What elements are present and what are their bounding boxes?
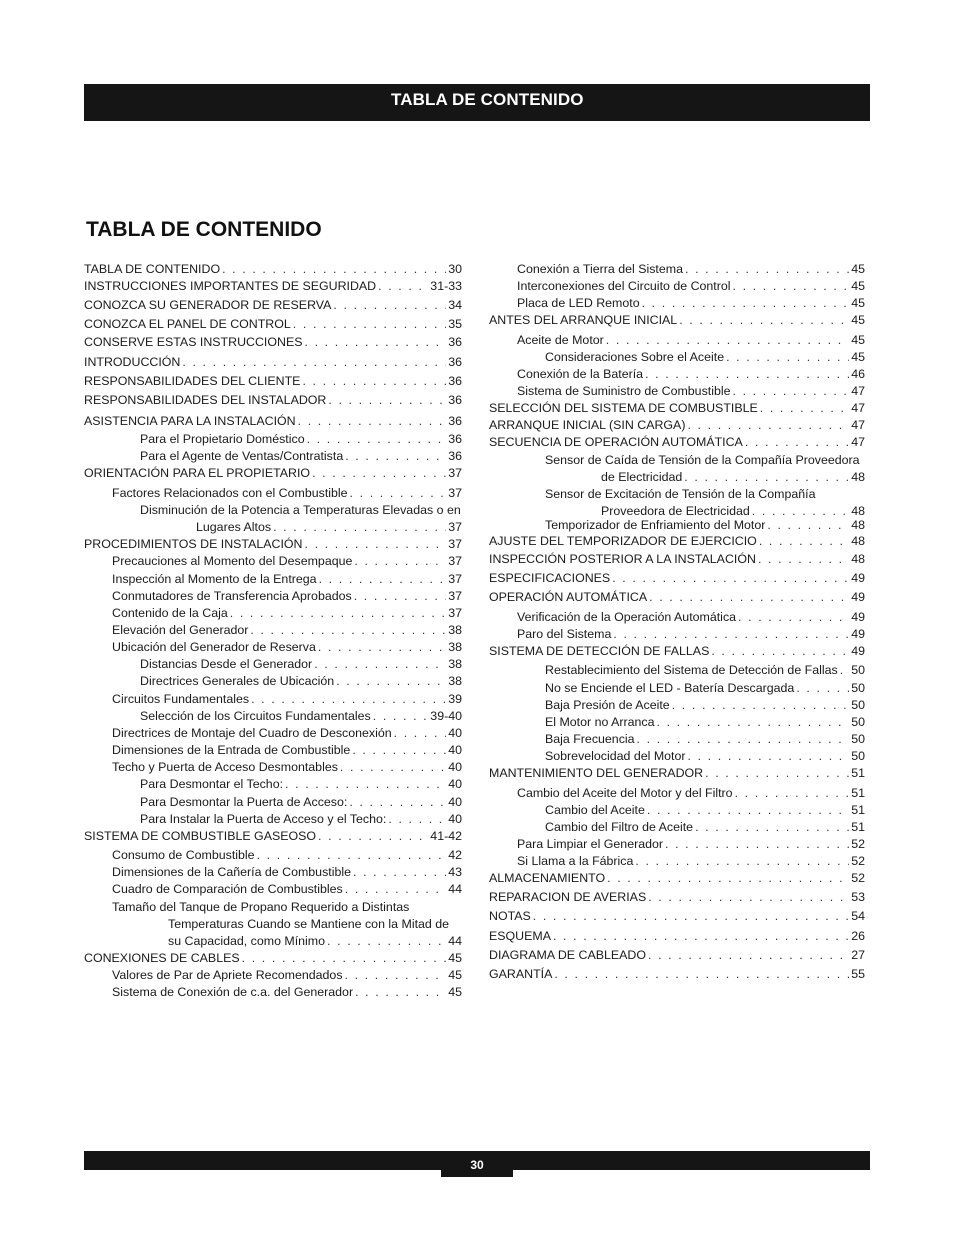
toc-entry[interactable]: CONSERVE ESTAS INSTRUCCIONES . . . 36 [84,335,462,350]
toc-entry[interactable]: TABLA DE CONTENIDO . . . 30 [84,262,462,277]
toc-entry[interactable]: MANTENIMIENTO DEL GENERADOR . . . 51 [489,766,865,781]
toc-entry[interactable]: Cambio del Filtro de Aceite . . . 51 [489,820,865,835]
toc-entry[interactable]: NOTAS . . . 54 [489,909,865,924]
toc-entry[interactable]: ESPECIFICACIONES . . . 49 [489,571,865,586]
toc-entry[interactable]: Temporizador de Enfriamiento del Motor . . . 48 [489,518,865,533]
toc-entry[interactable]: Restablecimiento del Sistema de Detección de Fallas . . . 50 [489,663,865,678]
toc-entry[interactable]: Techo y Puerta de Acceso Desmontables . . . 40 [84,760,462,775]
toc-entry[interactable]: Consumo de Combustible . . . 42 [84,848,462,863]
toc-entry[interactable]: SISTEMA DE COMBUSTIBLE GASEOSO . . . 41-42 [84,829,462,844]
toc-entry[interactable]: ANTES DEL ARRANQUE INICIAL . . . 45 [489,313,865,328]
header-bar [84,84,870,121]
toc-entry[interactable]: Conexión de la Batería . . . 46 [489,367,865,382]
toc-entry[interactable]: Para Instalar la Puerta de Acceso y el Techo: . . . 40 [84,812,462,827]
toc-entry-line1[interactable]: Sensor de Caída de Tensión de la Compañía Proveedora [545,453,860,467]
toc-entry[interactable]: Paro del Sistema . . . 49 [489,627,865,642]
toc-entry[interactable]: Sistema de Conexión de c.a. del Generador . . . 45 [84,985,462,1000]
toc-entry[interactable]: CONEXIONES DE CABLES . . . 45 [84,951,462,966]
toc-entry[interactable]: INSTRUCCIONES IMPORTANTES DE SEGURIDAD . . . 31-33 [84,279,462,294]
toc-entry[interactable]: Placa de LED Remoto . . . 45 [489,296,865,311]
toc-entry[interactable]: ORIENTACIÓN PARA EL PROPIETARIO . . . 37 [84,466,462,481]
toc-entry[interactable]: Lugares Altos . . . 37 [84,520,462,535]
toc-entry-line1[interactable]: Disminución de la Potencia a Temperaturas Elevadas o en [140,503,461,517]
toc-entry[interactable]: GARANTÍA . . . 55 [489,967,865,982]
toc-entry[interactable]: Ubicación del Generador de Reserva . . . 38 [84,640,462,655]
toc-entry[interactable]: RESPONSABILIDADES DEL INSTALADOR . . . 36 [84,393,462,408]
toc-entry[interactable]: SISTEMA DE DETECCIÓN DE FALLAS . . . 49 [489,644,865,659]
page-number: 30 [441,1151,513,1177]
toc-entry[interactable]: Precauciones al Momento del Desempaque . . . 37 [84,554,462,569]
toc-entry[interactable]: Aceite de Motor . . . 45 [489,333,865,348]
toc-entry[interactable]: Para el Agente de Ventas/Contratista . . . 36 [84,449,462,464]
toc-entry[interactable]: CONOZCA SU GENERADOR DE RESERVA . . . 34 [84,298,462,313]
toc-entry[interactable]: AJUSTE DEL TEMPORIZADOR DE EJERCICIO . . . 48 [489,534,865,549]
toc-entry[interactable]: Directrices de Montaje del Cuadro de Desconexión . . . 40 [84,726,462,741]
toc-entry[interactable]: SELECCIÓN DEL SISTEMA DE COMBUSTIBLE . . . 47 [489,401,865,416]
toc-entry[interactable]: Verificación de la Operación Automática . . . 49 [489,610,865,625]
toc-entry[interactable]: Cambio del Aceite del Motor y del Filtro . . . 51 [489,786,865,801]
toc-entry[interactable]: Consideraciones Sobre el Aceite . . . 45 [489,350,865,365]
toc-entry[interactable]: Sobrevelocidad del Motor . . . 50 [489,749,865,764]
toc-entry[interactable]: Proveedora de Electricidad . . . 48 [489,504,865,519]
toc-entry[interactable]: Valores de Par de Apriete Recomendados . . . 45 [84,968,462,983]
toc-entry[interactable]: Si Llama a la Fábrica . . . 52 [489,854,865,869]
toc-entry[interactable]: Cambio del Aceite . . . 51 [489,803,865,818]
toc-entry[interactable]: Conexión a Tierra del Sistema . . . 45 [489,262,865,277]
toc-entry[interactable]: RESPONSABILIDADES DEL CLIENTE . . . 36 [84,374,462,389]
toc-entry[interactable]: ASISTENCIA PARA LA INSTALACIÓN . . . 36 [84,414,462,429]
toc-entry-line1[interactable]: Tamaño del Tanque de Propano Requerido a Distintas [112,900,410,914]
toc-entry[interactable]: Elevación del Generador . . . 38 [84,623,462,638]
toc-entry[interactable]: Cuadro de Comparación de Combustibles . . . 44 [84,882,462,897]
toc-entry[interactable]: Para Desmontar la Puerta de Acceso: . . . 40 [84,795,462,810]
toc-entry[interactable]: Factores Relacionados con el Combustible . . . 37 [84,486,462,501]
toc-entry[interactable]: No se Enciende el LED - Batería Descargada . . . 50 [489,681,865,696]
toc-entry[interactable]: REPARACION DE AVERIAS . . . 53 [489,890,865,905]
toc-entry[interactable]: ARRANQUE INICIAL (SIN CARGA) . . . 47 [489,418,865,433]
toc-entry[interactable]: Baja Presión de Aceite . . . 50 [489,698,865,713]
toc-entry[interactable]: de Electricidad . . . 48 [489,470,865,485]
toc-entry[interactable]: Distancias Desde el Generador . . . 38 [84,657,462,672]
toc-entry[interactable]: Baja Frecuencia . . . 50 [489,732,865,747]
toc-entry[interactable]: DIAGRAMA DE CABLEADO . . . 27 [489,948,865,963]
toc-entry[interactable]: Conmutadores de Transferencia Aprobados . . . 37 [84,589,462,604]
toc-entry[interactable]: PROCEDIMIENTOS DE INSTALACIÓN . . . 37 [84,537,462,552]
toc-entry[interactable]: ESQUEMA . . . 26 [489,929,865,944]
toc-entry[interactable]: Interconexiones del Circuito de Control . . . 45 [489,279,865,294]
toc-entry[interactable]: CONOZCA EL PANEL DE CONTROL . . . 35 [84,317,462,332]
toc-entry[interactable]: ALMACENAMIENTO . . . 52 [489,871,865,886]
toc-entry[interactable]: Selección de los Circuitos Fundamentales . . . 39-40 [84,709,462,724]
toc-entry[interactable]: Dimensiones de la Entrada de Combustible . . . 40 [84,743,462,758]
toc-entry[interactable]: Para Desmontar el Techo: . . . 40 [84,777,462,792]
toc-entry[interactable]: OPERACIÓN AUTOMÁTICA . . . 49 [489,590,865,605]
toc-entry-line2[interactable]: Temperaturas Cuando se Mantiene con la Mitad de [168,917,450,931]
page-title: TABLA DE CONTENIDO [86,218,322,241]
toc-entry[interactable]: Para el Propietario Doméstico . . . 36 [84,432,462,447]
toc-entry[interactable]: Circuitos Fundamentales . . . 39 [84,692,462,707]
toc-entry[interactable]: Inspección al Momento de la Entrega . . . 37 [84,572,462,587]
toc-entry[interactable]: Contenido de la Caja . . . 37 [84,606,462,621]
toc-entry[interactable]: INSPECCIÓN POSTERIOR A LA INSTALACIÓN . . . 48 [489,552,865,567]
toc-entry[interactable]: su Capacidad, como Mínimo . . . 44 [84,934,462,949]
toc-entry[interactable]: INTRODUCCIÓN . . . 36 [84,355,462,370]
header-title: TABLA DE CONTENIDO [391,90,584,109]
toc-entry[interactable]: SECUENCIA DE OPERACIÓN AUTOMÁTICA . . . 47 [489,435,865,450]
toc-entry[interactable]: Sistema de Suministro de Combustible . . . 47 [489,384,865,399]
toc-entry[interactable]: Para Limpiar el Generador . . . 52 [489,837,865,852]
toc-entry[interactable]: Dimensiones de la Cañería de Combustible . . . 43 [84,865,462,880]
toc-entry[interactable]: El Motor no Arranca . . . 50 [489,715,865,730]
toc-entry[interactable]: Directrices Generales de Ubicación . . . 38 [84,674,462,689]
toc-entry-line1[interactable]: Sensor de Excitación de Tensión de la Compañía [545,487,816,501]
